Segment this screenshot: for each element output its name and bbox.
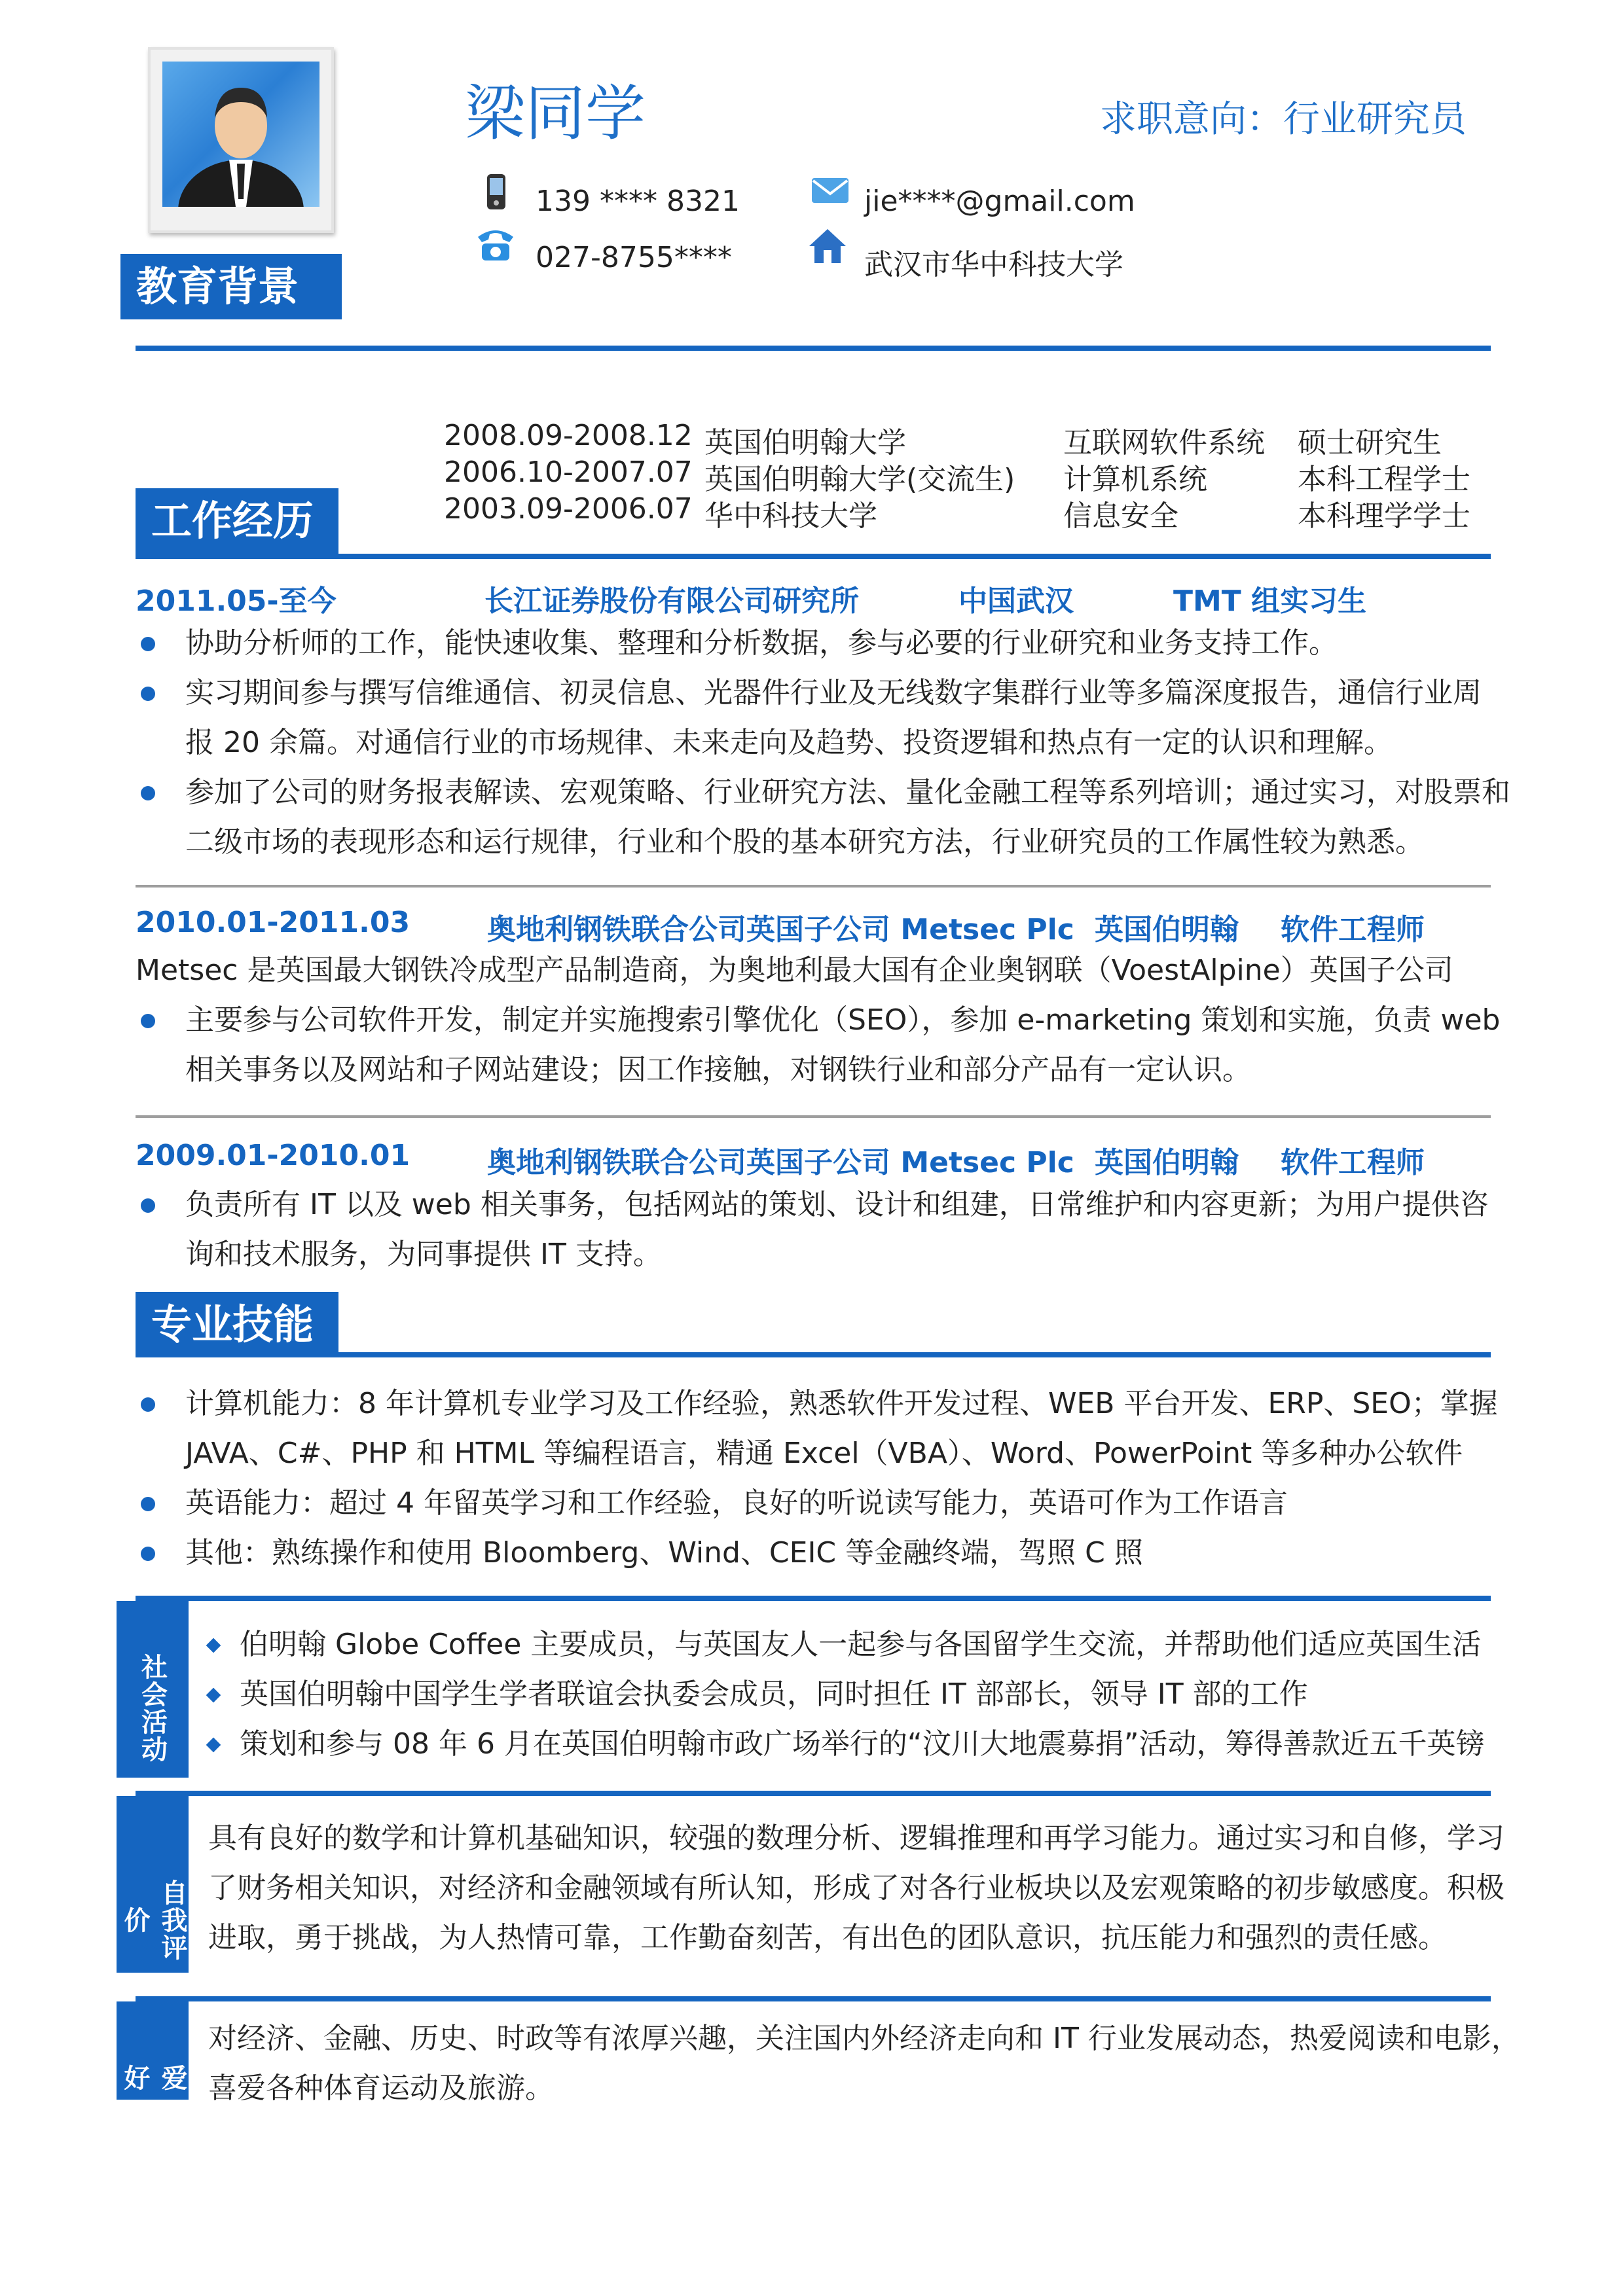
- list-item: 英国伯明翰中国学生学者联谊会执委会成员，同时担任 IT 部部长，领导 IT 部的工作: [203, 1670, 1308, 1719]
- edu-period: 2006.10-2007.07: [444, 456, 693, 489]
- divider: [136, 1352, 1491, 1357]
- job-location: 英国伯明翰: [1095, 1146, 1239, 1179]
- edu-school: 英国伯明翰大学: [704, 426, 906, 459]
- email-icon: [811, 175, 850, 208]
- job-role: 软件工程师: [1281, 913, 1425, 946]
- list-item: 协助分析师的工作，能快速收集、整理和分析数据，参与必要的行业研究和业务支持工作。: [136, 619, 1338, 668]
- edu-school: 英国伯明翰大学(交流生): [704, 463, 1015, 496]
- edu-major: 计算机系统: [1063, 463, 1207, 496]
- address: 武汉市华中科技大学: [864, 248, 1123, 281]
- edu-degree: 硕士研究生: [1298, 426, 1442, 459]
- list-item: 策划和参与 08 年 6 月在英国伯明翰市政广场举行的“汶川大地震募捐”活动，筹得善款近五千英镑: [203, 1720, 1485, 1768]
- divider: [136, 885, 1491, 888]
- edu-degree: 本科工程学士: [1298, 463, 1470, 496]
- phone-number: 139 **** 8321: [536, 185, 740, 218]
- divider: [136, 1596, 1491, 1601]
- profile-photo: [148, 47, 334, 233]
- job-header: [0, 577, 1623, 617]
- divider: [136, 1996, 1491, 2001]
- job-company: 长江证券股份有限公司研究所: [484, 584, 859, 618]
- education-row: [0, 419, 1623, 459]
- list-item-continued: 相关事务以及网站和子网站建设；因工作接触，对钢铁行业和部分产品有一定认识。: [185, 1053, 1251, 1086]
- job-header: [0, 1139, 1623, 1178]
- hobby-line: 喜爱各种体育运动及旅游。: [208, 2072, 554, 2105]
- divider: [136, 554, 1491, 559]
- self-eval-tab: [117, 1796, 189, 1973]
- social-heading: 社会活动: [137, 1653, 168, 1763]
- self-eval-heading: 自我评价: [120, 1879, 187, 1962]
- divider: [136, 346, 1491, 351]
- list-item: 计算机能力：8 年计算机专业学习及工作经验，熟悉软件开发过程、WEB 平台开发、ERP、SEO；掌握: [136, 1380, 1498, 1428]
- hobby-line: 对经济、金融、历史、时政等有浓厚兴趣，关注国内外经济走向和 IT 行业发展动态，热爱阅读和电影，: [208, 2022, 1520, 2055]
- list-item: 负责所有 IT 以及 web 相关事务，包括网站的策划、设计和组建，日常维护和内容更新；为用户提供咨: [136, 1181, 1489, 1229]
- list-item-continued: 二级市场的表现形态和运行规律，行业和个股的基本研究方法，行业研究员的工作属性较为熟悉。: [185, 825, 1424, 859]
- social-tab: [117, 1601, 189, 1778]
- job-company: 奥地利钢铁联合公司英国子公司 Metsec Plc: [487, 1146, 1074, 1179]
- list-item: 英语能力：超过 4 年留英学习和工作经验，良好的听说读写能力，英语可作为工作语言: [136, 1479, 1288, 1528]
- self-eval-line: 具有良好的数学和计算机基础知识，较强的数理分析、逻辑推理和再学习能力。通过实习和自修，学习: [208, 1821, 1504, 1855]
- education-row: [0, 456, 1623, 496]
- job-intent: 求职意向：行业研究员: [1100, 98, 1467, 141]
- edu-major: 信息安全: [1063, 499, 1178, 533]
- home-icon: [808, 226, 847, 268]
- job-location: 英国伯明翰: [1095, 913, 1239, 946]
- email-address[interactable]: jie****@gmail.com: [864, 185, 1135, 218]
- divider: [136, 1791, 1491, 1796]
- skills-heading: 专业技能: [136, 1292, 338, 1357]
- work-heading: 工作经历: [136, 488, 338, 554]
- company-intro: Metsec 是英国最大钢铁冷成型产品制造商，为奥地利最大国有企业奥钢联（VoestAlpine）英国子公司: [136, 954, 1453, 987]
- list-item: 伯明翰 Globe Coffee 主要成员，与英国友人一起参与各国留学生交流，并帮助他们适应英国生活: [203, 1621, 1481, 1669]
- divider: [136, 1115, 1491, 1118]
- edu-degree: 本科理学学士: [1298, 499, 1470, 533]
- job-period: 2011.05-至今: [136, 584, 337, 618]
- avatar: [162, 62, 319, 207]
- job-role: TMT 组实习生: [1173, 584, 1367, 618]
- mobile-phone-icon: [478, 171, 515, 216]
- list-item: 主要参与公司软件开发，制定并实施搜索引擎优化（SEO），参加 e-marketing 策划和实施，负责 web: [136, 996, 1500, 1045]
- list-item-continued: 询和技术服务，为同事提供 IT 支持。: [185, 1238, 662, 1271]
- edu-school: 华中科技大学: [704, 499, 877, 533]
- edu-major: 互联网软件系统: [1063, 426, 1265, 459]
- job-role: 软件工程师: [1281, 1146, 1425, 1179]
- telephone-number: 027-8755****: [536, 241, 732, 274]
- candidate-name: 梁同学: [465, 79, 646, 149]
- telephone-icon: [473, 223, 519, 267]
- job-header: [0, 906, 1623, 945]
- edu-period: 2003.09-2006.07: [444, 492, 693, 526]
- list-item: 实习期间参与撰写信维通信、初灵信息、光器件行业及无线数字集群行业等多篇深度报告，通信行业周: [136, 669, 1482, 717]
- hobby-tab: [117, 2001, 189, 2100]
- list-item: 参加了公司的财务报表解读、宏观策略、行业研究方法、量化金融工程等系列培训；通过实习，对股票和: [136, 768, 1510, 817]
- job-period: 2010.01-2011.03: [136, 906, 410, 939]
- self-eval-line: 了财务相关知识，对经济和金融领域有所认知，形成了对各行业板块以及宏观策略的初步敏感度。积极: [208, 1871, 1504, 1905]
- job-company: 奥地利钢铁联合公司英国子公司 Metsec Plc: [487, 913, 1074, 946]
- job-period: 2009.01-2010.01: [136, 1139, 410, 1172]
- edu-period: 2008.09-2008.12: [444, 419, 693, 452]
- hobby-heading: 爱好: [120, 2064, 187, 2092]
- list-item: 其他：熟练操作和使用 Bloomberg、Wind、CEIC 等金融终端，驾照 C 照: [136, 1529, 1143, 1577]
- job-location: 中国武汉: [958, 584, 1074, 618]
- list-item-continued: 报 20 余篇。对通信行业的市场规律、未来走向及趋势、投资逻辑和热点有一定的认识和理解。: [185, 726, 1393, 759]
- self-eval-line: 进取，勇于挑战，为人热情可靠，工作勤奋刻苦，有出色的团队意识，抗压能力和强烈的责任感。: [208, 1921, 1447, 1954]
- education-heading: 教育背景: [120, 254, 342, 319]
- list-item-continued: JAVA、C#、PHP 和 HTML 等编程语言，精通 Excel（VBA）、Word、PowerPoint 等多种办公软件: [185, 1437, 1463, 1470]
